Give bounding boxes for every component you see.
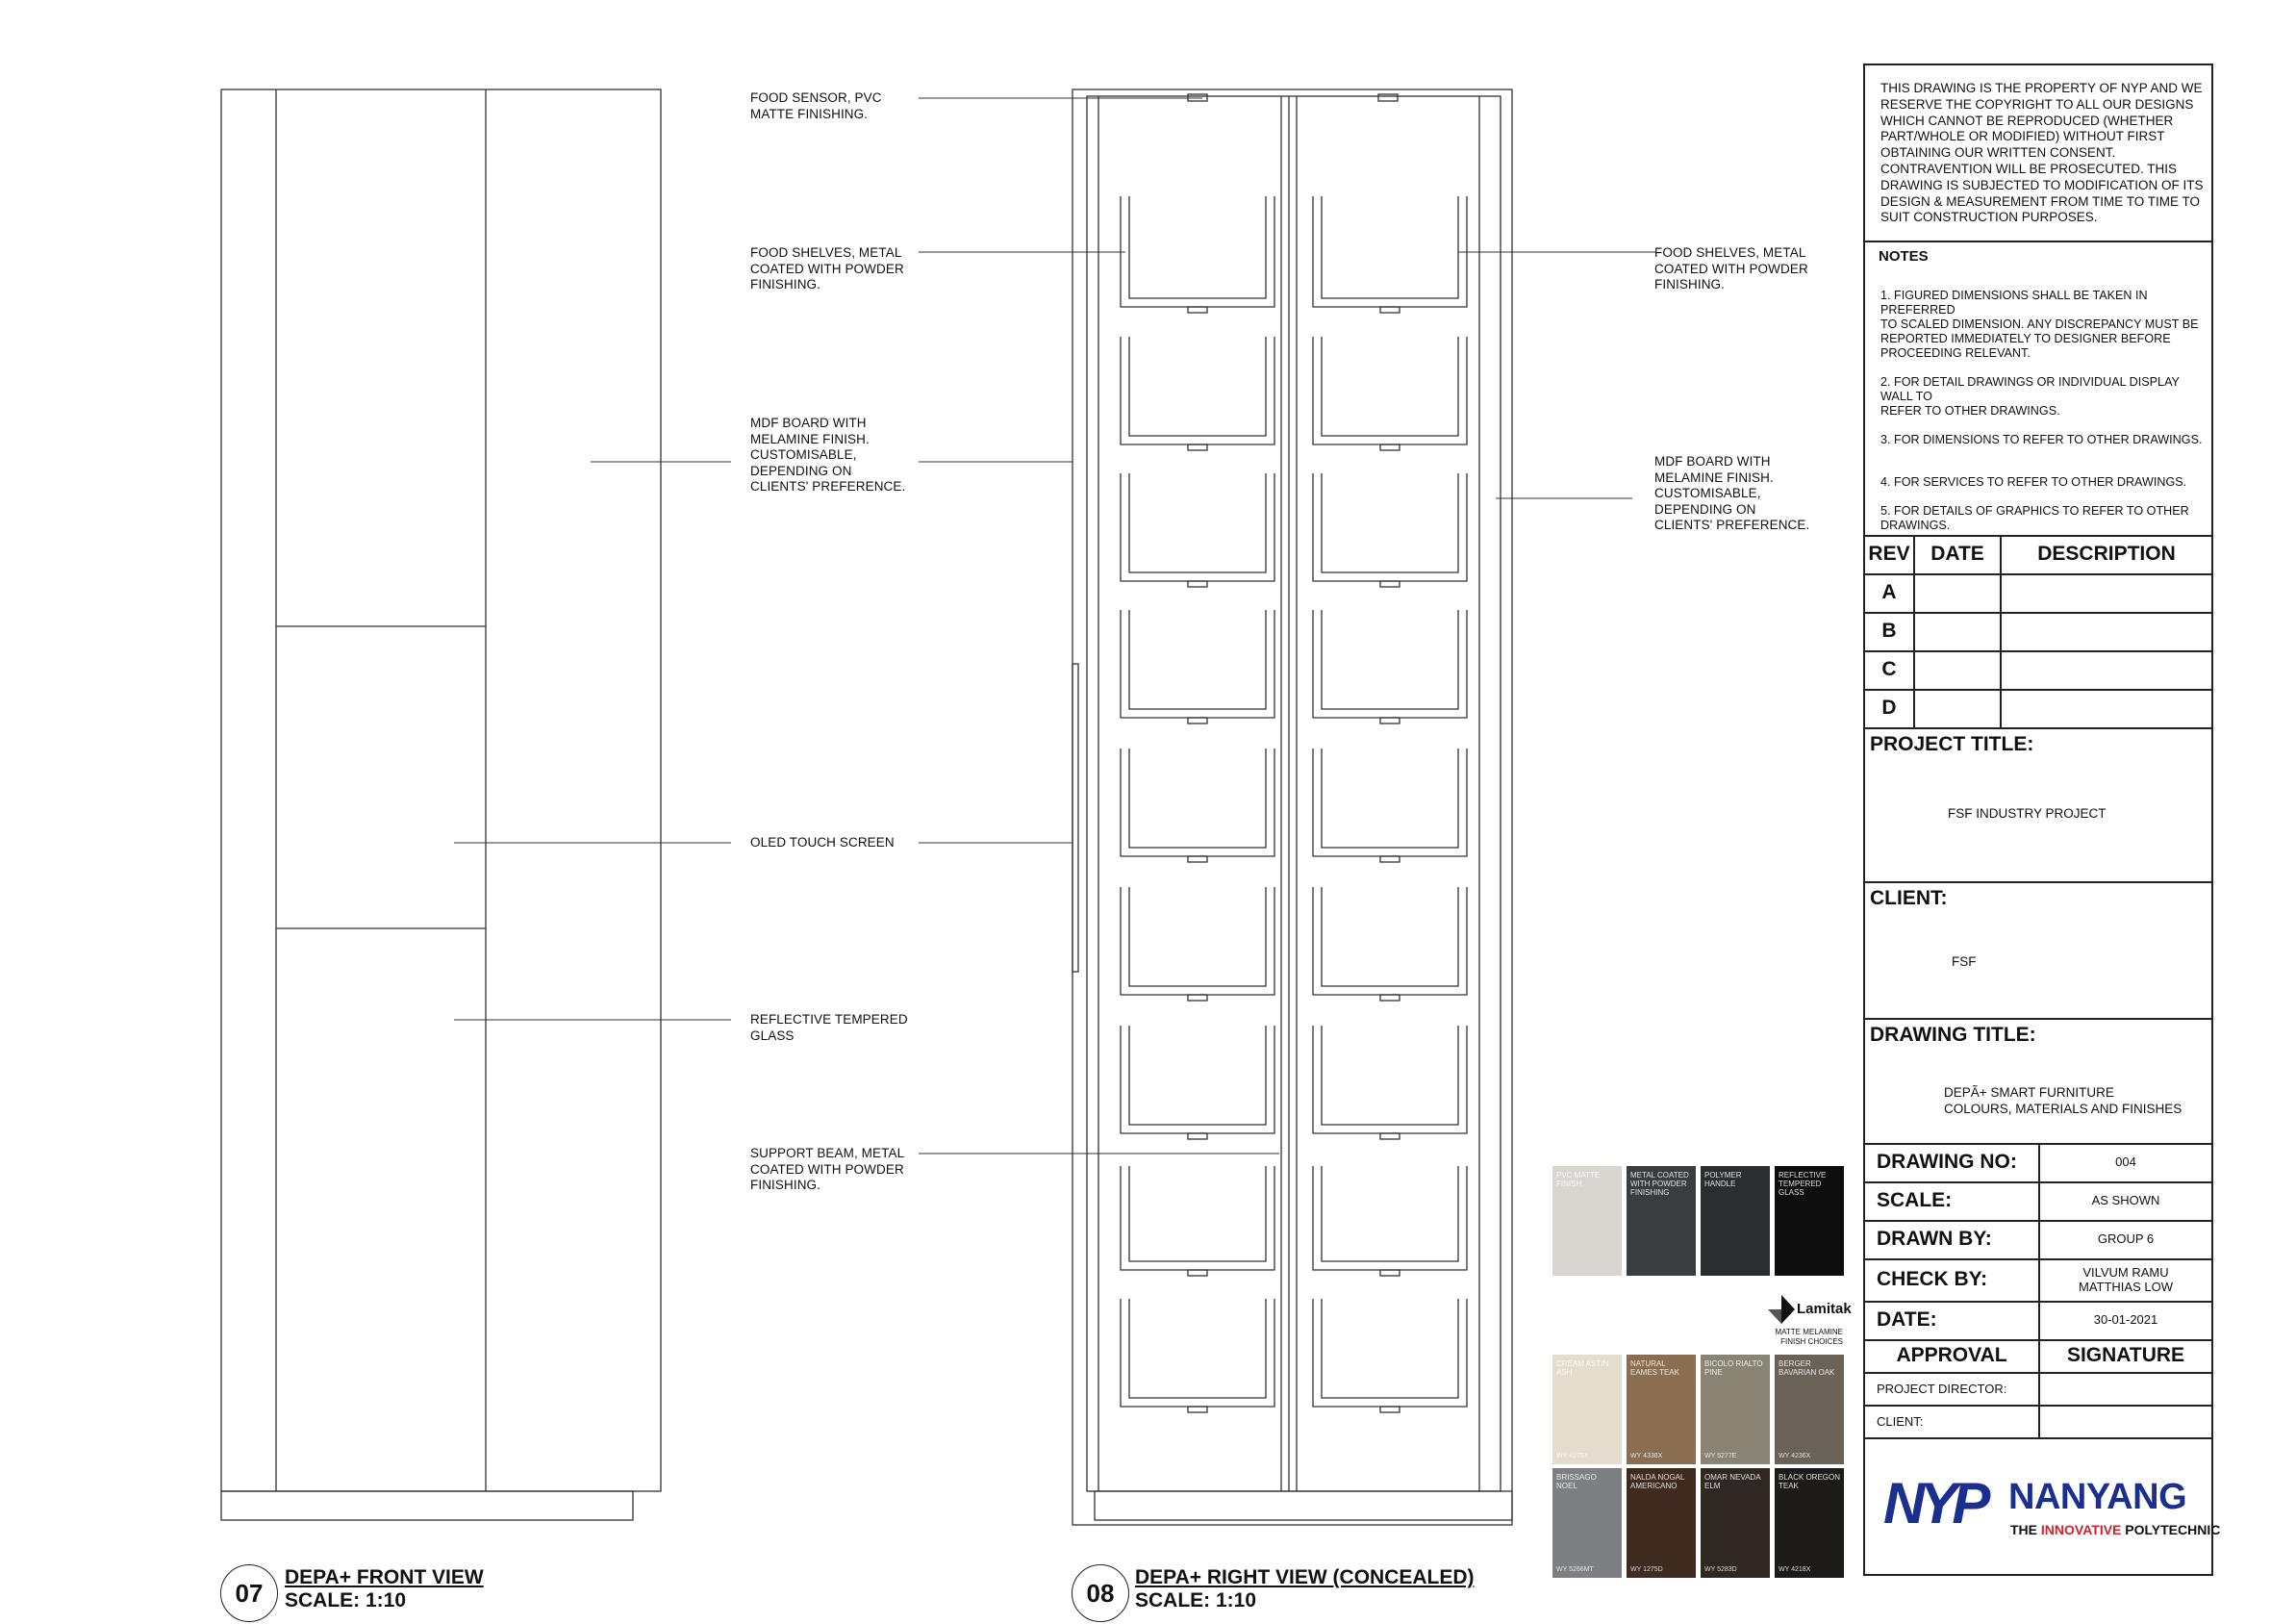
shelf-outer bbox=[1313, 1299, 1467, 1407]
callout-mdf-board-right: MDF BOARD WITH MELAMINE FINISH. CUSTOMISABLE, DEPENDING ON CLIENTS' PREFERENCE. bbox=[1654, 454, 1810, 532]
shelf-outer bbox=[1313, 887, 1467, 995]
shelf-outer bbox=[1121, 610, 1274, 718]
shelf-inner bbox=[1129, 1166, 1266, 1261]
shelf-tab bbox=[1380, 307, 1400, 313]
shelf-outer bbox=[1313, 473, 1467, 581]
shelf-outer bbox=[1121, 473, 1274, 581]
shelf-tab bbox=[1188, 307, 1207, 313]
swatch bbox=[1627, 1355, 1696, 1464]
field-label: DRAWN BY: bbox=[1865, 1220, 2040, 1258]
swatch bbox=[1627, 1468, 1696, 1578]
swatch-label: NATURAL EAMES TEAK bbox=[1630, 1359, 1679, 1377]
swatch-code: WY 4275X bbox=[1556, 1453, 1589, 1459]
shelf-inner bbox=[1322, 610, 1458, 709]
rev-header-description: DESCRIPTION bbox=[2037, 543, 2176, 565]
shelf-inner bbox=[1129, 196, 1266, 298]
shelf-outer bbox=[1121, 1299, 1274, 1407]
field-label: SCALE: bbox=[1865, 1181, 2040, 1220]
shelf-tab bbox=[1188, 581, 1207, 587]
rev-description-cell[interactable] bbox=[2002, 650, 2211, 689]
shelf-tab bbox=[1380, 444, 1400, 450]
swatch bbox=[1627, 1166, 1696, 1276]
rev-date-cell[interactable] bbox=[1915, 650, 2002, 689]
shelf-inner bbox=[1322, 1026, 1458, 1125]
rev-date-cell[interactable] bbox=[1915, 573, 2002, 612]
shelf-inner bbox=[1129, 473, 1266, 572]
swatch bbox=[1701, 1355, 1770, 1464]
field-value: AS SHOWN bbox=[2091, 1193, 2160, 1208]
right-view-badge: 08 bbox=[1072, 1564, 1129, 1622]
field-label: DRAWING NO: bbox=[1865, 1143, 2040, 1181]
front-view-badge: 07 bbox=[220, 1564, 278, 1622]
shelf-outer bbox=[1121, 1166, 1274, 1270]
lamitak-mark-icon bbox=[1768, 1295, 1795, 1324]
rev-header-rev: REV bbox=[1865, 535, 1915, 573]
shelf-outer bbox=[1313, 1026, 1467, 1133]
rev-letter: C bbox=[1865, 650, 1915, 689]
shelf-tab bbox=[1188, 1270, 1207, 1276]
nyp-mark: NYP bbox=[1883, 1471, 1985, 1535]
project-director-label: PROJECT DIRECTOR: bbox=[1865, 1372, 2040, 1405]
shelf-inner bbox=[1322, 1299, 1458, 1398]
note-2: 2. FOR DETAIL DRAWINGS OR INDIVIDUAL DISPLAY WALL TO REFER TO OTHER DRAWINGS. bbox=[1880, 375, 2180, 418]
shelf-tab bbox=[1380, 1270, 1400, 1276]
right-view-title-text: DEPA+ RIGHT VIEW (CONCEALED) bbox=[1135, 1566, 1475, 1588]
shelf-tab bbox=[1188, 718, 1207, 723]
swatch-code: WY 4338X bbox=[1630, 1453, 1663, 1459]
field-label: CHECK BY: bbox=[1865, 1258, 2040, 1301]
notes-heading: NOTES bbox=[1879, 248, 1929, 265]
rev-description-cell[interactable] bbox=[2002, 689, 2211, 727]
shelf-tab bbox=[1188, 856, 1207, 862]
swatch-code: WY 1275D bbox=[1630, 1566, 1663, 1573]
swatch-label: NALDA NOGAL AMERICANO bbox=[1630, 1473, 1685, 1490]
shelf-inner bbox=[1322, 473, 1458, 572]
swatch bbox=[1775, 1468, 1844, 1578]
nyp-tagline-pre: THE bbox=[2010, 1522, 2041, 1537]
shelf-tab bbox=[1380, 1133, 1400, 1139]
client-sign-label: CLIENT: bbox=[1865, 1405, 2040, 1437]
shelf-inner bbox=[1322, 196, 1458, 298]
shelf-tab bbox=[1380, 856, 1400, 862]
swatch bbox=[1552, 1355, 1622, 1464]
rev-header-date: DATE bbox=[1915, 535, 2002, 573]
swatch-label: BLACK OREGON TEAK bbox=[1779, 1473, 1841, 1490]
field-label: DATE: bbox=[1865, 1301, 2040, 1339]
callout-food-shelves-left: FOOD SHELVES, METAL COATED WITH POWDER FINISHING. bbox=[750, 245, 904, 292]
nyp-tagline-highlight: INNOVATIVE bbox=[2040, 1522, 2122, 1537]
rev-letter: A bbox=[1865, 573, 1915, 612]
project-title-value: FSF INDUSTRY PROJECT bbox=[1948, 806, 2107, 821]
callout-food-sensor: FOOD SENSOR, PVC MATTE FINISHING. bbox=[750, 90, 882, 121]
shelf-outer bbox=[1121, 749, 1274, 856]
callout-mdf-board-left: MDF BOARD WITH MELAMINE FINISH. CUSTOMISABLE, DEPENDING ON CLIENTS' PREFERENCE. bbox=[750, 416, 906, 494]
title-block bbox=[1863, 63, 2213, 1576]
rev-description-cell[interactable] bbox=[2002, 573, 2211, 612]
swatch-label: BICOLO RIALTO PINE bbox=[1704, 1359, 1763, 1377]
shelf-outer bbox=[1313, 337, 1467, 444]
callout-food-shelves-right: FOOD SHELVES, METAL COATED WITH POWDER FINISHING. bbox=[1654, 245, 1808, 292]
shelf-tab bbox=[1188, 444, 1207, 450]
front-view-scale: SCALE: 1:10 bbox=[285, 1589, 407, 1611]
swatch bbox=[1552, 1166, 1622, 1276]
sensor-tab bbox=[1378, 94, 1398, 101]
right-view-shelves bbox=[1121, 94, 1467, 1412]
shelf-outer bbox=[1121, 196, 1274, 307]
shelf-inner bbox=[1322, 887, 1458, 986]
shelf-inner bbox=[1129, 337, 1266, 436]
rev-letter: D bbox=[1865, 689, 1915, 727]
swatch-label: BERGER BAVARIAN OAK bbox=[1779, 1359, 1835, 1377]
right-view-title bbox=[1135, 1566, 1475, 1612]
swatch-code: WY 4218X bbox=[1779, 1566, 1811, 1573]
swatch-code: WY 5266MT bbox=[1556, 1566, 1594, 1573]
swatch-label: POLYMER HANDLE bbox=[1704, 1171, 1742, 1188]
note-4: 4. FOR SERVICES TO REFER TO OTHER DRAWINGS. bbox=[1880, 475, 2187, 489]
shelf-tab bbox=[1380, 581, 1400, 587]
callout-tempered-glass: REFLECTIVE TEMPERED GLASS bbox=[750, 1012, 908, 1043]
rev-date-cell[interactable] bbox=[1915, 689, 2002, 727]
callout-oled-touch-screen: OLED TOUCH SCREEN bbox=[750, 835, 895, 850]
swatch-label: METAL COATED WITH POWDER FINISHING bbox=[1630, 1171, 1689, 1197]
field-value: VILVUM RAMU MATTHIAS LOW bbox=[2079, 1264, 2173, 1294]
client-label: CLIENT: bbox=[1870, 887, 1948, 909]
rev-letter: B bbox=[1865, 612, 1915, 650]
swatch bbox=[1701, 1468, 1770, 1578]
swatch bbox=[1701, 1166, 1770, 1276]
front-view-title-text: DEPA+ FRONT VIEW bbox=[285, 1566, 484, 1588]
lamitak-logo bbox=[1768, 1293, 1852, 1332]
right-view-scale: SCALE: 1:10 bbox=[1135, 1589, 1257, 1611]
swatch-label: PVC MATTE FINISH bbox=[1556, 1171, 1601, 1188]
shelf-inner bbox=[1322, 749, 1458, 848]
front-view-cabinet bbox=[221, 89, 661, 1520]
swatch-code: WY 5283D bbox=[1704, 1566, 1737, 1573]
approval-label: APPROVAL bbox=[1865, 1339, 2040, 1372]
project-title-section bbox=[1865, 727, 2211, 729]
shelf-inner bbox=[1129, 1026, 1266, 1125]
shelf-tab bbox=[1188, 995, 1207, 1001]
nyp-name: NANYANG bbox=[2008, 1477, 2187, 1517]
note-3: 3. FOR DIMENSIONS TO REFER TO OTHER DRAWINGS. bbox=[1880, 433, 2203, 446]
shelf-outer bbox=[1313, 610, 1467, 718]
front-view-title bbox=[285, 1566, 484, 1612]
swatch-label: BRISSAGO NOEL bbox=[1556, 1473, 1597, 1490]
swatch bbox=[1775, 1355, 1844, 1464]
right-view-leaders bbox=[919, 98, 1656, 1154]
shelf-tab bbox=[1188, 1407, 1207, 1412]
shelf-tab bbox=[1188, 1133, 1207, 1139]
shelf-outer bbox=[1121, 1026, 1274, 1133]
swatch-code: WY 4236X bbox=[1779, 1453, 1811, 1459]
shelf-outer bbox=[1313, 196, 1467, 307]
swatch-label: OMAR NEVADA ELM bbox=[1704, 1473, 1761, 1490]
drawing-title-section bbox=[1865, 1018, 2211, 1020]
client-section bbox=[1865, 881, 2211, 883]
callout-support-beam: SUPPORT BEAM, METAL COATED WITH POWDER FINISHING. bbox=[750, 1146, 905, 1192]
project-director-signature[interactable] bbox=[2040, 1372, 2211, 1405]
client-value: FSF bbox=[1952, 954, 1977, 969]
shelf-outer bbox=[1313, 1166, 1467, 1270]
rev-date-cell[interactable] bbox=[1915, 612, 2002, 650]
shelf-tab bbox=[1380, 718, 1400, 723]
shelf-inner bbox=[1129, 887, 1266, 986]
shelf-outer bbox=[1121, 337, 1274, 444]
note-1: 1. FIGURED DIMENSIONS SHALL BE TAKEN IN PREFERRED TO SCALED DIMENSION. ANY DISCREPANCY MUST BE REPORTED IMMEDIATELY TO DESIGNER BEFORE PROCEEDING RELEVANT. bbox=[1880, 289, 2199, 360]
shelf-outer bbox=[1313, 749, 1467, 856]
field-value: 30-01-2021 bbox=[2093, 1312, 2158, 1328]
drawing-title-label: DRAWING TITLE: bbox=[1870, 1024, 2036, 1046]
rev-description-cell[interactable] bbox=[2002, 612, 2211, 650]
shelf-inner bbox=[1129, 749, 1266, 848]
swatch-label: REFLECTIVE TEMPERED GLASS bbox=[1779, 1171, 1827, 1197]
field-value: 004 bbox=[2115, 1155, 2136, 1170]
swatch bbox=[1775, 1166, 1844, 1276]
nyp-tagline-post: POLYTECHNIC bbox=[2121, 1522, 2221, 1537]
project-title-label: PROJECT TITLE: bbox=[1870, 733, 2034, 755]
shelf-inner bbox=[1129, 1299, 1266, 1398]
client-signature[interactable] bbox=[2040, 1405, 2211, 1437]
lamitak-brand: Lamitak bbox=[1797, 1301, 1852, 1317]
front-view-leaders bbox=[454, 462, 731, 1020]
nyp-logo bbox=[1883, 1471, 2221, 1549]
field-value: GROUP 6 bbox=[2097, 1231, 2155, 1247]
swatch-code: WY 5277E bbox=[1704, 1453, 1737, 1459]
swatch-label: CREAM ASTIN ASH bbox=[1556, 1359, 1609, 1377]
nyp-tagline bbox=[2010, 1522, 2220, 1537]
shelf-inner bbox=[1322, 1166, 1458, 1261]
shelf-inner bbox=[1129, 610, 1266, 709]
shelf-outer bbox=[1121, 887, 1274, 995]
row-divider bbox=[1865, 1437, 2211, 1439]
shelf-inner bbox=[1322, 337, 1458, 436]
right-view-cabinet bbox=[1072, 89, 1512, 1525]
swatch bbox=[1552, 1468, 1622, 1578]
note-5: 5. FOR DETAILS OF GRAPHICS TO REFER TO OTHER DRAWINGS. bbox=[1880, 504, 2189, 532]
signature-label: SIGNATURE bbox=[2066, 1344, 2185, 1366]
shelf-tab bbox=[1380, 1407, 1400, 1412]
copyright-notice: THIS DRAWING IS THE PROPERTY OF NYP AND WE RESERVE THE COPYRIGHT TO ALL OUR DESIGNS WHICH CANNOT BE REPRODUCED (WHETHER PART/WHOLE OR MODIFIED) WITHOUT FIRST OBTAINING OUR WRITTEN CONSENT. CONTRAVENTION WILL BE PROSECUTED. THIS DRAWING IS SUBJECTED TO MODIFICATION OF ITS DESIGN & MEASUREMENT FROM TIME TO TIME TO SUIT CONSTRUCTION PURPOSES. bbox=[1880, 81, 2204, 225]
drawing-title-value: DEPÃ+ SMART FURNITURE COLOURS, MATERIALS AND FINISHES bbox=[1944, 1085, 2182, 1116]
lamitak-caption: MATTE MELAMINE FINISH CHOICES bbox=[1775, 1328, 1843, 1346]
shelf-tab bbox=[1380, 995, 1400, 1001]
